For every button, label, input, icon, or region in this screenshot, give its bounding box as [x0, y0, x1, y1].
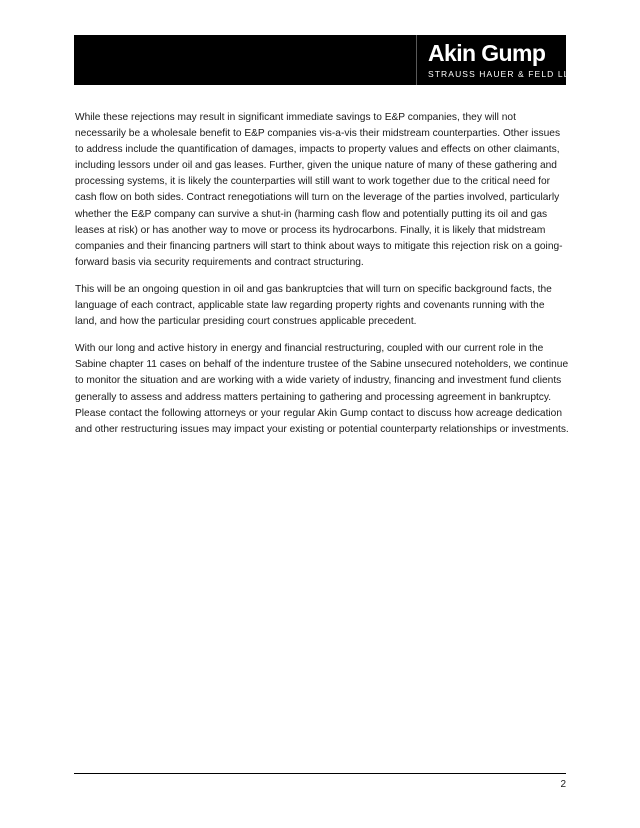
logo-subtitle: STRAUSS HAUER & FELD LLP: [428, 69, 577, 79]
logo-divider: [416, 35, 417, 85]
document-body: [75, 110, 569, 449]
akin-gump-logo: [428, 40, 577, 80]
logo-name: Akin Gump: [428, 40, 546, 66]
paragraph: This will be an ongoing question in oil and gas bankruptcies that will turn on specific background facts, the language of each contract, applicable state law regarding property rights and covenants running with the land, and how the particular presiding court construes applicable precedent.: [75, 283, 552, 328]
header-bar: [74, 35, 577, 85]
paragraph: With our long and active history in energy and financial restructuring, coupled with our current role in the Sabine chapter 11 cases on behalf of the indenture trustee of the Sabine unsecured noteholders, we continue to monitor the situation and are working with a wide variety of industry, financing and investment fund clients generally to assess and address matters pertaining to gathering and processing agreement in bankruptcy. Please contact the following attorneys or your regular Akin Gump contact to discuss how acreage dedication and other restructuring issues may impact your existing or potential counterparty relationships or investments.: [75, 343, 569, 435]
page-number: 2: [560, 779, 566, 790]
footer-rule: [74, 773, 566, 774]
paragraph: While these rejections may result in significant immediate savings to E&P companies, they will not necessarily be a wholesale benefit to E&P companies vis-a-vis their midstream counterparties. Other issues to address include the quantification of damages, impacts to property values and effects on other claimants, including lessors under oil and gas leases. Further, given the unique nature of many of these gathering and processing systems, it is likely the counterparties will still want to work together due to the critical need for cash flow on both sides. Contract renegotiations will turn on the leverage of the parties involved, particularly whether the E&P company can survive a shut-in (harming cash flow and potentially putting its oil and gas leases at risk) or has another way to move or process its hydrocarbons. Finally, it is likely that midstream companies and their financing partners will start to think about ways to mitigate this rejection risk on a going-forward basis via security requirements and contract structuring.: [75, 112, 563, 268]
